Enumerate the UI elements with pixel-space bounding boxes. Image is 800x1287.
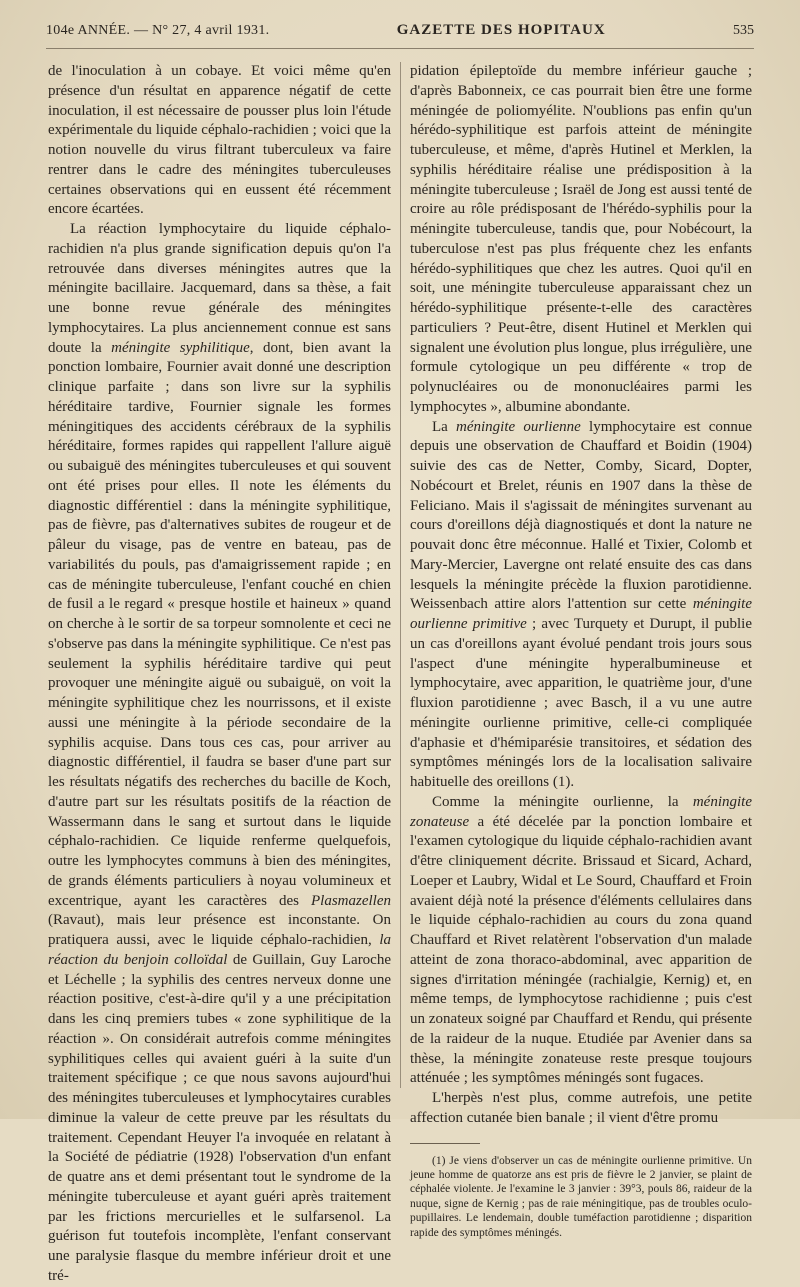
emphasis: Plasmazellen xyxy=(311,892,391,909)
paragraph: pidation épileptoïde du membre inférieur gauche ; d'après Babonneix, ce cas pourrait bien être une forme méningée de poliomyélite. N'oublions pas enfin qu'un hérédo-syphilitique est parfois atteint de méningite tuberculeuse, et même, d'après Hutinel et Merklen, la syphilis héréditaire réalise une prédisposition à la méningite tuberculeuse ; Israël de Jong est aussi tenté de croire au rôle prédisposant de l'hérédo-syphilis pour la méningite tuberculeuse, tandis que, pour Nobécourt, la tuberculose n'est pas plus fréquente chez les enfants hérédo-syphilitiques que chez les autres. Quoi qu'il en soit, une méningite tuberculeuse apparaissant chez un hérédo-syphilitique présente-t-elle des caractères particuliers ? Peut-être, disent Hutinel et Merklen qui signalent une évolution plus longue, plus irrégulière, une formule cytologique un peu différente « trop de polynucléaires ou de mononucléaires parmi les lymphocytes », albumine abondante. xyxy=(410,63,752,415)
right-column xyxy=(410,62,752,1240)
paragraph: Comme la méningite ourlienne, la méningite zonateuse a été décelée par la ponction lombaire et l'examen cytologique du liquide céphalo-rachidien avant d'être cliniquement décrite. Brissaud et Sicard, Achard, Loeper et Laubry, Widal et Le Sourd, Chauffard et Froin avaient déjà noté la présence d'éléments cellulaires dans le liquide céphalo-rachidien au cours du zona quand Chauffard et Rivet relatèrent l'observation d'un malade atteint de zona thoraco-abdominal, avec apparition de signes d'irritation méningée (rachialgie, Kernig) et, en même temps, de lymphocytose rachidienne ; puis c'est un zonateux soigné par Chauffard et Rendu, qui présente de la raideur de la nuque. Etudiée par Avenier dans sa thèse, la méningite zonateuse reste presque toujours atténuée ; les symptômes méningés sont fugaces. xyxy=(410,793,752,1087)
paragraph: La méningite ourlienne lymphocytaire est connue depuis une observation de Chauffard et Boidin (1904) suivie des cas de Netter, Comby, Sicard, Dopter, Nobécourt et Brelet, réunis en 1907 dans la thèse de Feliciano. Mais il s'agissait de méningites survenant au cours d'oreillons déjà diagnostiqués et dont la nature ne pouvait donc être méconnue. Hallé et Tixier, Colomb et Mary-Mercier, Lavergne ont relaté ensuite des cas dans lesquels la méningite précède la fluxion parotidienne. Weissenbach attire alors l'attention sur cette méningite ourlienne primitive ; avec Turquety et Durupt, il publie un cas d'oreillons ayant évolué pendant trois jours sous l'aspect d'une méningite hyperalbumineuse et lymphocytaire, avec apparition, le quatrième jour, d'une fluxion parotidienne ; avec Basch, il a vu une autre méningite ourlienne primitive, celle-ci compliquée d'aphasie et d'hémiparésie transitoires, et sédation des symptômes méningés lors de la localisation salivaire habituelle des oreillons (1). xyxy=(410,418,753,790)
issue-info: 104e ANNÉE. — N° 27, 4 avril 1931. xyxy=(46,23,270,38)
paragraph: de l'inoculation à un cobaye. Et voici même qu'en présence d'un résultat en apparence négatif de cette inoculation, il est nécessaire de pousser plus loin l'étude expérimentale du liquide céphalo-rachidien ; voici que la notion nouvelle du virus filtrant tuberculeux va faire rentrer dans le cadre des méningites tuberculeuses certaines observations qui en eussent été récemment encore écartées. xyxy=(48,63,391,218)
left-column xyxy=(48,62,391,1287)
footnote-rule xyxy=(410,1143,480,1144)
page-number: 535 xyxy=(732,23,754,38)
paragraph: L'herpès n'est plus, comme autrefois, une petite affection cutanée bien banale ; il vient d'être promu xyxy=(410,1090,752,1126)
column-divider xyxy=(400,62,401,1088)
footnote: (1) Je viens d'observer un cas de méningite ourlienne primitive. Un jeune homme de quatorze ans est pris de fièvre le 2 janvier, se plaint de céphalée violente. Je l'examine le 3 janvier : 39°3, pouls 86, raideur de la nuque, signe de Kernig ; pas de raie méningitique, pas de troubles oculo-pupillaires. Le lendemain, double tuméfaction parotidienne ; disparition rapide des symptômes méningés. xyxy=(410,1154,752,1239)
journal-title: GAZETTE DES HOPITAUX xyxy=(396,22,606,38)
emphasis: méningite zonateuse xyxy=(410,793,752,830)
emphasis: méningite ourlienne primitive xyxy=(410,596,752,632)
page-header xyxy=(46,22,754,49)
paragraph: La réaction lymphocytaire du liquide céphalo-rachidien n'a plus grande signification depuis qu'on l'a retrouvée dans diverses méningites autres que la méningite bacillaire. Jacquemard, dans sa thèse, a fait une bonne revue générale des méningites lymphocytaires. La plus anciennement connue est sans doute la méningite syphilitique, dont, bien avant la ponction lombaire, Fournier avait donné une description clinique parfaite ; dans son livre sur la syphilis héréditaire tardive, Fournier signale les formes méningitiques des accidents cérébraux de la syphilis héréditaire, formes rapides qui rappellent l'allure aiguë ou subaiguë des méningites tuberculeuses et qui souvent ont été prises pour elles. Il note les éléments du diagnostic différentiel : dans la méningite syphilitique, pas de fièvre, pas d'alternatives subites de rougeur et de pâleur du visage, pas de ventre en bateau, pas de variabilités du pouls, pas d'amaigrissement rapide ; en cas de méningite tuberculeuse, l'enfant couché en chien de fusil a le regard « presque hostile et haineux » quand on cherche à le sortir de sa torpeur somnolente et ceci ne s'observe pas dans la méningite syphilitique. Ce n'est pas seulement la syphilis héréditaire tardive qui peut provoquer une méningite aiguë ou subaiguë, on voit la méningite syphilitique chez les nourrissons, et il existe aussi une méningite à la période secondaire de la syphilis acquise. Dans tous ces cas, pour arriver au diagnostic différentiel, il faudra se baser d'une part sur les résultats négatifs des recherches du bacille de Koch, d'autre part sur les résultats positifs de la réaction de Wassermann dans le sang et surtout dans le liquide céphalo-rachidien. Ce liquide renferme quelquefois, outre les lymphocytes communs à bien des méningites, de grands éléments particuliers à noyau volumineux et excentrique, ayant les caractères des Plasmazellen (Ravaut), mais leur présence est inconstante. On pratiquera aussi, avec le liquide céphalo-rachidien, la réaction du benjoin colloïdal de Guillain, Guy Laroche et Léchelle ; la syphilis des centres nerveux donne une réaction positive, c'est-à-dire qu'il y a une précipitation dans les cinq premiers tubes « zone syphilitique de la réaction ». On considérait autrefois comme méningites syphilitiques celles qui avaient guéri à la suite d'un traitement spécifique ; ce que nous savons aujourd'hui des méningites tuberculeuses et lymphocytaires curables diminue la valeur de cette preuve par les résultats du traitement. Cependant Heuyer l'a invoquée en relatant à la Société de pédiatrie (1928) l'observation d'un enfant de quatre ans et demi présentant tout le syndrome de la méningite tuberculeuse et ayant guéri après traitement par les frictions mercurielles et le sulfarsenol. La guérison fut toutefois incomplète, l'enfant conservant une paralysie flasque du membre inférieur droit et une tré- xyxy=(48,221,392,1284)
emphasis: méningite syphilitique xyxy=(111,339,250,356)
emphasis: la réaction du benjoin colloïdal xyxy=(48,932,391,968)
emphasis: méningite ourlienne xyxy=(456,418,581,435)
